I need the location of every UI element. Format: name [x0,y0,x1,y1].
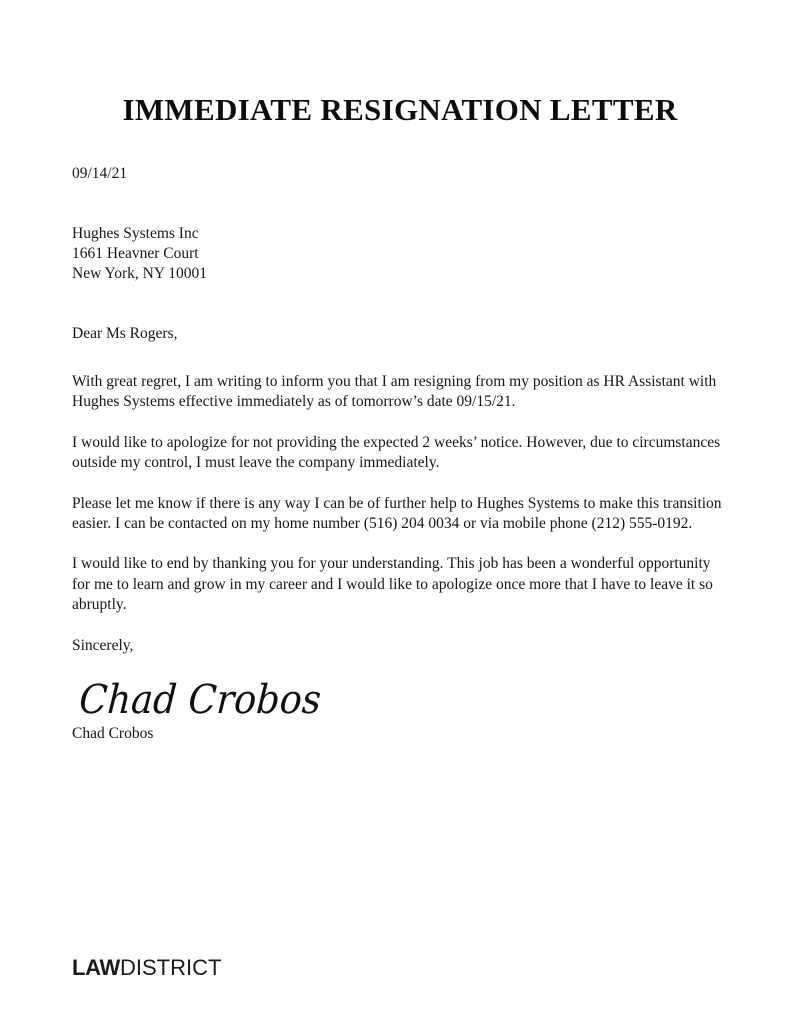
spacer [72,344,728,372]
spacer [72,284,728,324]
spacer [72,474,728,494]
brand-secondary-text: DISTRICT [119,955,222,980]
recipient-address-block [72,224,728,284]
signed-name: Chad Crobos [72,724,154,742]
body-paragraph: Please let me know if there is any way I can be of further help to Hughes Systems to make this transition easier. I can be contacted on my home number (516) 204 0034 or via mobile phone (212) 555-0192. [72,494,722,533]
spacer [72,616,728,636]
letter-date: 09/14/21 [72,165,128,182]
salutation: Dear Ms Rogers, [72,325,178,342]
spacer [72,184,728,224]
closing-line: Sincerely, [72,636,134,654]
spacer [72,534,728,554]
address-line: 1661 Heavner Court [72,245,199,262]
letter-body [72,164,728,744]
address-line: Hughes Systems Inc [72,225,199,242]
body-paragraph: With great regret, I am writing to inform you that I am resigning from my position as HR Assistant with Hughes Systems effective immediately as of tomorrow’s date 09/15/21. [72,373,717,411]
body-paragraph: I would like to end by thanking you for your understanding. This job has been a wonderful opportunity for me to learn and grow in my career and I would like to apologize once more that I have to leave it so abruptly. [72,555,713,614]
spacer [72,413,728,433]
address-line: New York, NY 10001 [72,265,208,282]
body-paragraph: I would like to apologize for not providing the expected 2 weeks’ notice. However, due to circumstances outside my control, I must leave the company immediately. [72,433,721,472]
page-title: IMMEDIATE RESIGNATION LETTER [122,91,678,127]
lawdistrict-logo [72,955,221,981]
brand-primary-text: LAW [72,955,120,980]
signature-script: Chad Crobos [77,676,323,723]
spacer [72,656,728,676]
